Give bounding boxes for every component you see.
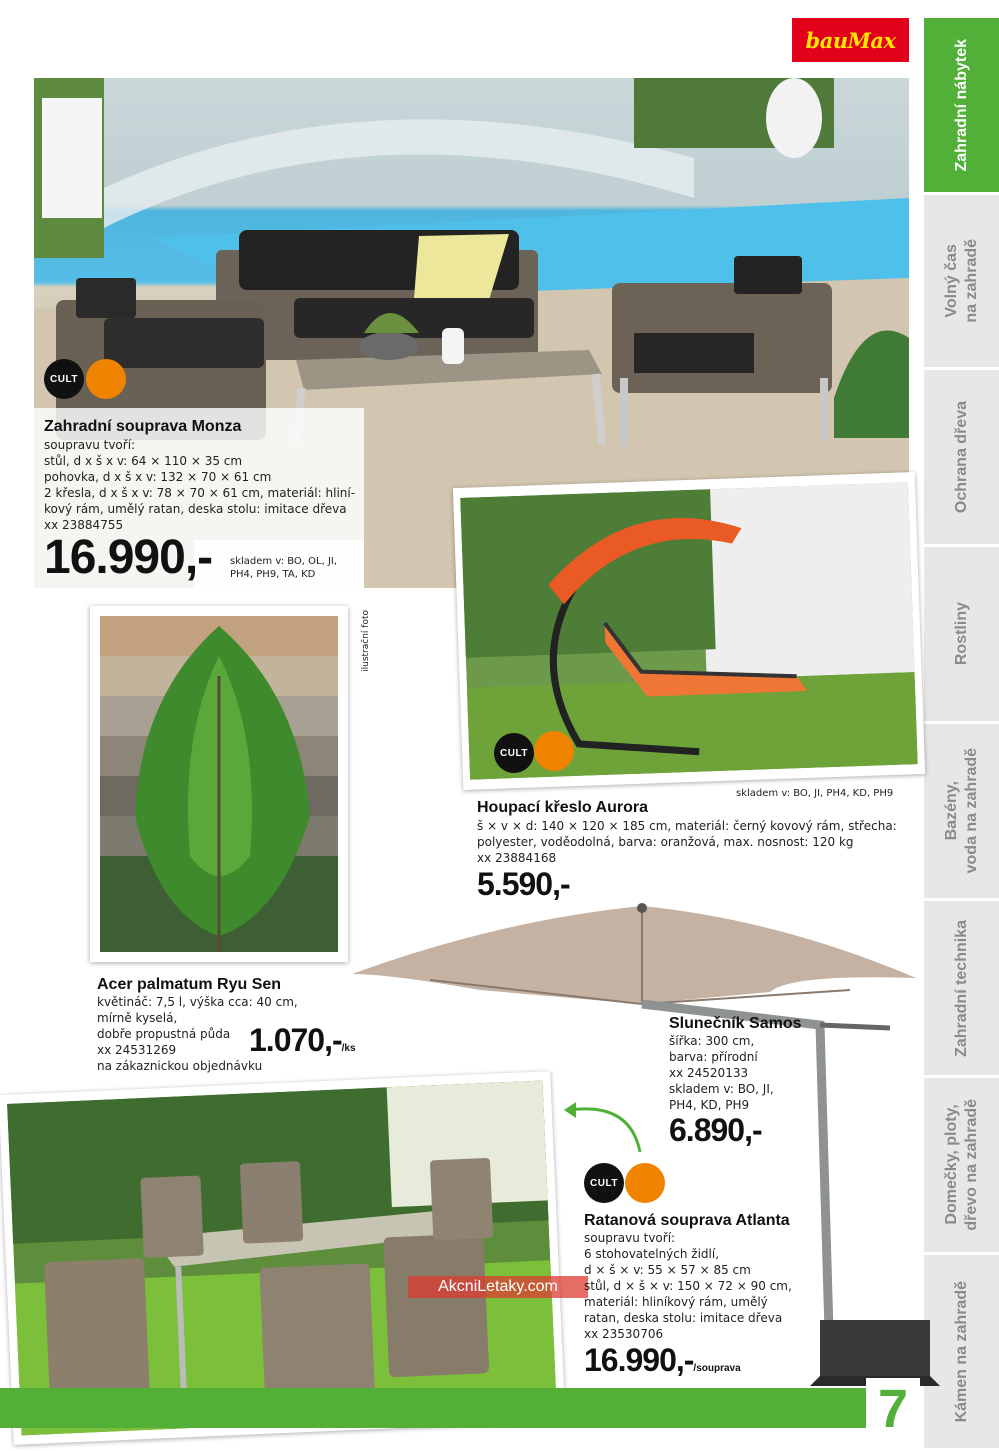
watermark: AkcniLetaky.com bbox=[408, 1276, 588, 1298]
aurora-spec-line: polyester, voděodolná, barva: oranžová, max. nosnost: 120 kg bbox=[477, 835, 854, 849]
monza-stock: skladem v: BO, OL, JI, PH4, PH9, TA, KD bbox=[230, 556, 338, 580]
monza-spec-line: 2 křesla, d x š x v: 78 × 70 × 61 cm, materiál: hliní- bbox=[44, 486, 356, 500]
acer-illustration bbox=[100, 616, 338, 952]
samos-spec-line: PH4, KD, PH9 bbox=[669, 1098, 750, 1112]
acer-title: Acer palmatum Ryu Sen bbox=[97, 976, 282, 993]
tab-kamen[interactable]: Kámen na zahradě bbox=[924, 1255, 999, 1451]
acer-spec-line: květináč: 7,5 l, výška cca: 40 cm, bbox=[97, 995, 298, 1009]
page-number: 7 bbox=[866, 1378, 920, 1440]
monza-spec-line: kový rám, umělý ratan, deska stolu: imitace dřeva bbox=[44, 502, 347, 516]
cult-dot-aurora bbox=[534, 731, 574, 771]
atlanta-spec-line: 6 stohovatelných židlí, bbox=[584, 1247, 720, 1261]
atlanta-spec-line: soupravu tvoří: bbox=[584, 1231, 676, 1245]
aurora-stock: skladem v: BO, JI, PH4, KD, PH9 bbox=[736, 788, 894, 799]
tab-zahradni-nabytek[interactable]: Zahradní nábytek bbox=[924, 18, 999, 195]
aurora-price: 5.590,- bbox=[477, 866, 570, 902]
monza-spec-line: stůl, d x š x v: 64 × 110 × 35 cm bbox=[44, 454, 243, 468]
cult-badge-monza: CULT bbox=[44, 359, 84, 399]
aurora-specs bbox=[477, 818, 897, 866]
aurora-title: Houpací křeslo Aurora bbox=[477, 799, 649, 816]
atlanta-price: 16.990,- bbox=[584, 1342, 694, 1378]
monza-spec-line: xx 23884755 bbox=[44, 518, 124, 532]
acer-spec-line: dobře propustná půda bbox=[97, 1027, 231, 1041]
acer-price-group bbox=[249, 1022, 356, 1059]
illustration-note: ilustrační foto bbox=[361, 610, 371, 672]
acer-price-unit: /ks bbox=[341, 1043, 356, 1054]
acer-spec-line: xx 24531269 bbox=[97, 1043, 177, 1057]
cult-dot-atlanta bbox=[625, 1163, 665, 1203]
arrow-icon bbox=[560, 1092, 650, 1156]
aurora-illustration bbox=[460, 482, 918, 779]
acer-spec-line: na zákaznickou objednávku bbox=[97, 1059, 263, 1073]
samos-spec-line: skladem v: BO, JI, bbox=[669, 1082, 774, 1096]
atlanta-spec-line: d × š × v: 55 × 57 × 85 cm bbox=[584, 1263, 751, 1277]
samos-spec-line: šířka: 300 cm, bbox=[669, 1034, 755, 1048]
tab-rostliny[interactable]: Rostliny bbox=[924, 547, 999, 724]
atlanta-title: Ratanová souprava Atlanta bbox=[584, 1212, 790, 1229]
samos-price: 6.890,- bbox=[669, 1112, 762, 1148]
monza-title: Zahradní souprava Monza bbox=[44, 418, 242, 435]
acer-price: 1.070,- bbox=[249, 1022, 342, 1058]
tab-domecky[interactable]: Domečky, ploty, dřevo na zahradě bbox=[924, 1078, 999, 1255]
footer-bar bbox=[0, 1388, 908, 1428]
samos-title: Slunečník Samos bbox=[669, 1015, 802, 1032]
baumax-logo: bauMax bbox=[792, 18, 909, 62]
atlanta-specs bbox=[584, 1230, 792, 1342]
atlanta-price-group bbox=[584, 1342, 741, 1379]
monza-price: 16.990,- bbox=[44, 531, 213, 584]
atlanta-spec-line: xx 23530706 bbox=[584, 1327, 664, 1341]
samos-spec-line: xx 24520133 bbox=[669, 1066, 749, 1080]
atlanta-spec-line: ratan, deska stolu: imitace dřeva bbox=[584, 1311, 783, 1325]
aurora-spec-line: xx 23884168 bbox=[477, 851, 557, 865]
cult-badge-aurora: CULT bbox=[494, 733, 534, 773]
atlanta-spec-line: stůl, d × š × v: 150 × 72 × 90 cm, bbox=[584, 1279, 792, 1293]
cult-dot-monza bbox=[86, 359, 126, 399]
atlanta-price-unit: /souprava bbox=[693, 1363, 741, 1374]
aurora-spec-line: š × v × d: 140 × 120 × 185 cm, materiál: černý kovový rám, střecha: bbox=[477, 819, 897, 833]
monza-spec-line: pohovka, d x š x v: 132 × 70 × 61 cm bbox=[44, 470, 272, 484]
tab-ochrana-dreva[interactable]: Ochrana dřeva bbox=[924, 370, 999, 547]
monza-specs bbox=[44, 437, 355, 533]
samos-specs bbox=[669, 1033, 774, 1113]
atlanta-spec-line: materiál: hliníkový rám, umělý bbox=[584, 1295, 768, 1309]
tab-volny-cas[interactable]: Volný čas na zahradě bbox=[924, 195, 999, 370]
atlanta-illustration bbox=[7, 1080, 557, 1435]
cult-badge-atlanta: CULT bbox=[584, 1163, 624, 1203]
tab-bazeny[interactable]: Bazény, voda na zahradě bbox=[924, 724, 999, 901]
tab-zahradni-technika[interactable]: Zahradní technika bbox=[924, 901, 999, 1078]
acer-photo bbox=[90, 606, 371, 962]
acer-spec-line: mírně kyselá, bbox=[97, 1011, 178, 1025]
samos-spec-line: barva: přírodní bbox=[669, 1050, 758, 1064]
monza-spec-line: soupravu tvoří: bbox=[44, 438, 136, 452]
